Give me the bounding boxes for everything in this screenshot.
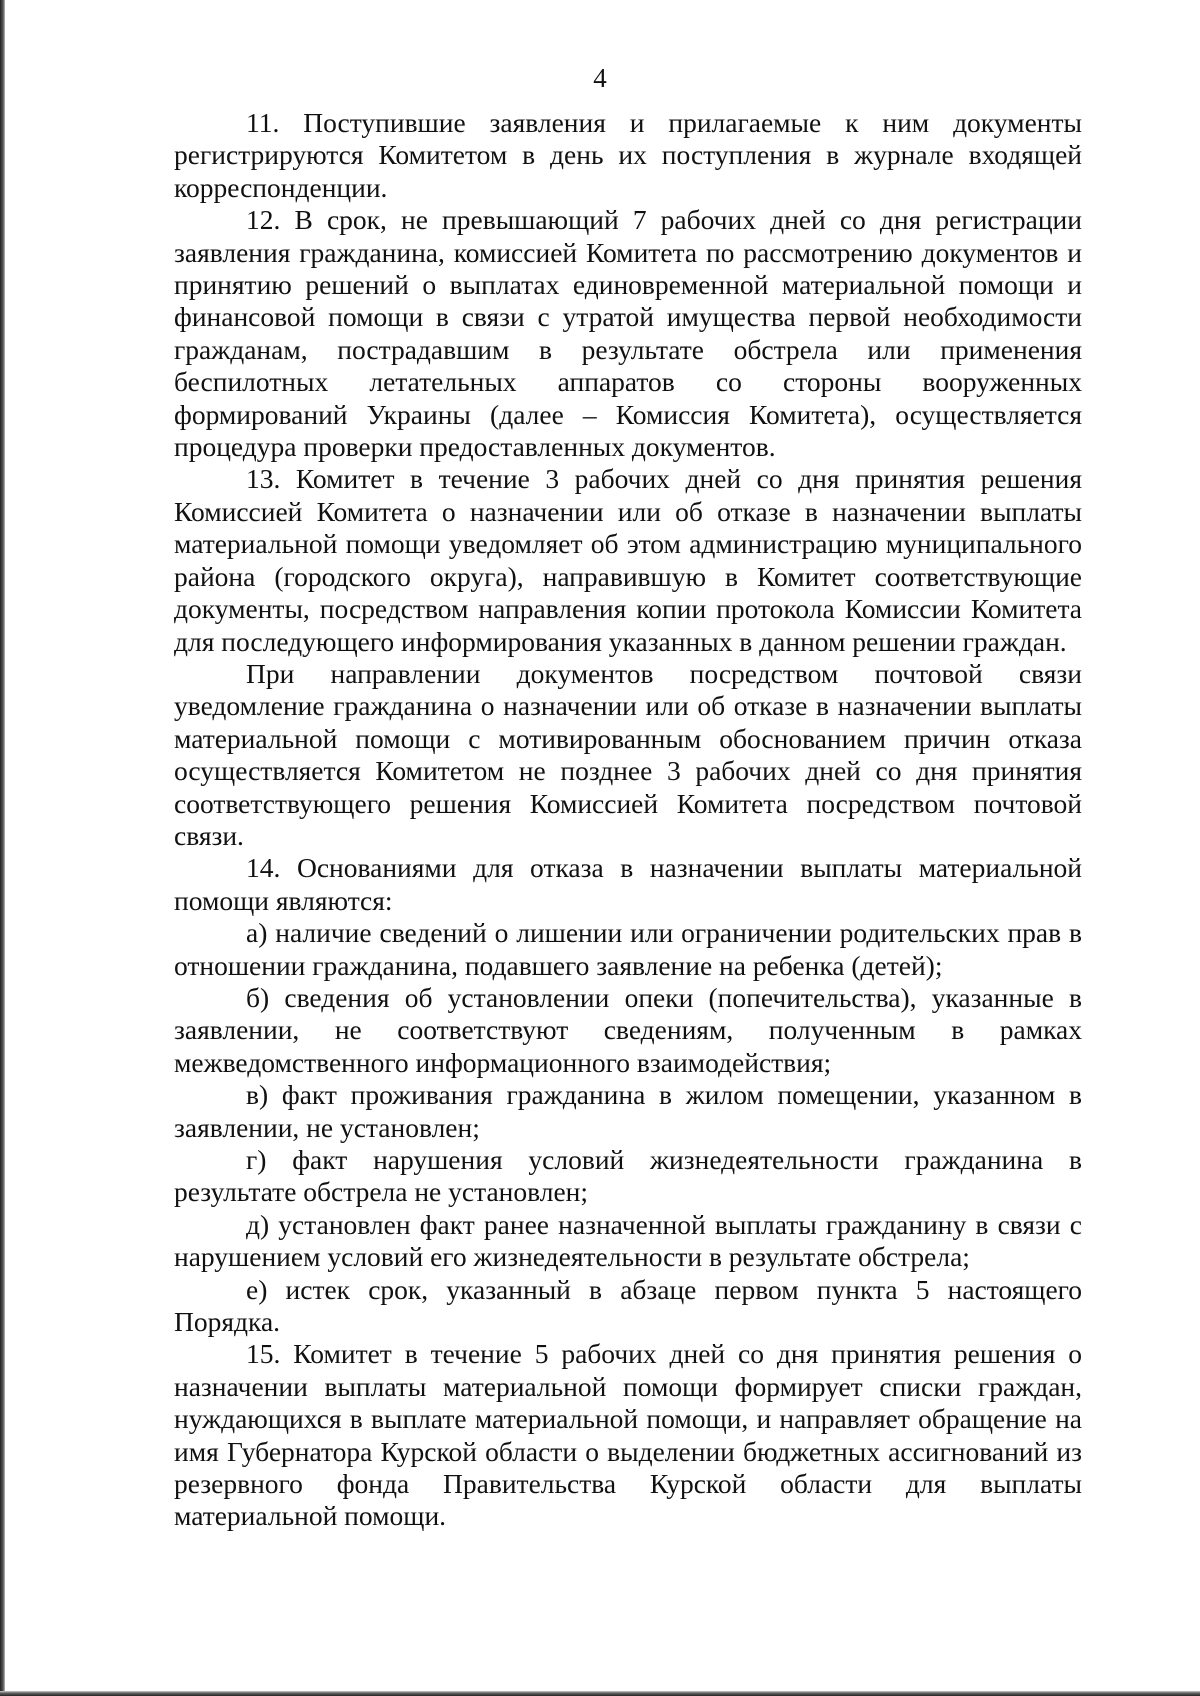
paragraph-12: 12. В срок, не превышающий 7 рабочих дней со дня регистрации заявления гражданина, комиссией Комитета по рассмотрению документов и принятию решений о выплатах единовременной материальной помощи и финансовой помощи в связи с утратой имущества первой необходимости гражданам, пострадавшим в результате обстрела или применения беспилотных летательных аппаратов со стороны вооруженных формирований Украины (далее – Комиссия Комитета), осуществляется процедура проверки предоставленных документов. [174,204,1082,463]
paragraph-14-v: в) факт проживания гражданина в жилом помещении, указанном в заявлении, не установлен; [174,1079,1082,1143]
paragraph-13-postal: При направлении документов посредством почтовой связи уведомление гражданина о назначении или об отказе в назначении выплаты материальной помощи с мотивированным обоснованием причин отказа осуществляется Комитетом не позднее 3 рабочих дней со дня принятия соответствующего решения Комиссией Комитета посредством почтовой связи. [174,657,1082,851]
paragraph-13: 13. Комитет в течение 3 рабочих дней со дня принятия решения Комиссией Комитета о назначении или об отказе в назначении выплаты материальной помощи уведомляет об этом администрацию муниципального района (городского округа), направившую в Комитет соответствующие документы, посредством направления копии протокола Комиссии Комитета для последующего информирования указанных в данном решении граждан. [174,463,1082,657]
page-number: 4 [593,63,607,93]
paragraph-11: 11. Поступившие заявления и прилагаемые к ним документы регистрируются Комитетом в день их поступления в журнале входящей корреспонденции. [174,107,1082,203]
paragraph-14: 14. Основаниями для отказа в назначении выплаты материальной помощи являются: [174,852,1082,916]
paragraph-14-a: а) наличие сведений о лишении или ограничении родительских прав в отношении гражданина, подавшего заявление на ребенка (детей); [174,917,1082,981]
paragraph-14-d: д) установлен факт ранее назначенной выплаты гражданину в связи с нарушением условий его жизнедеятельности в результате обстрела; [174,1208,1082,1273]
paragraph-14-e: е) истек срок, указанный в абзаце первом пункта 5 настоящего Порядка. [174,1273,1082,1338]
scan-edge-left [0,0,5,1696]
paragraph-14-b: б) сведения об установлении опеки (попечительства), указанные в заявлении, не соответствуют сведениям, полученным в рамках межведомственного информационного взаимодействия; [174,981,1082,1078]
paragraph-15: 15. Комитет в течение 5 рабочих дней со дня принятия решения о назначении выплаты материальной помощи формирует списки граждан, нуждающихся в выплате материальной помощи, и направляет обращение на имя Губернатора Курской области о выделении бюджетных ассигнований из резервного фонда Правительства Курской области для выплаты материальной помощи. [174,1338,1082,1532]
scan-edge-bottom [0,1691,1200,1696]
document-body [174,107,1082,1533]
paragraph-14-g: г) факт нарушения условий жизнедеятельности гражданина в результате обстрела не установлен; [174,1144,1082,1208]
